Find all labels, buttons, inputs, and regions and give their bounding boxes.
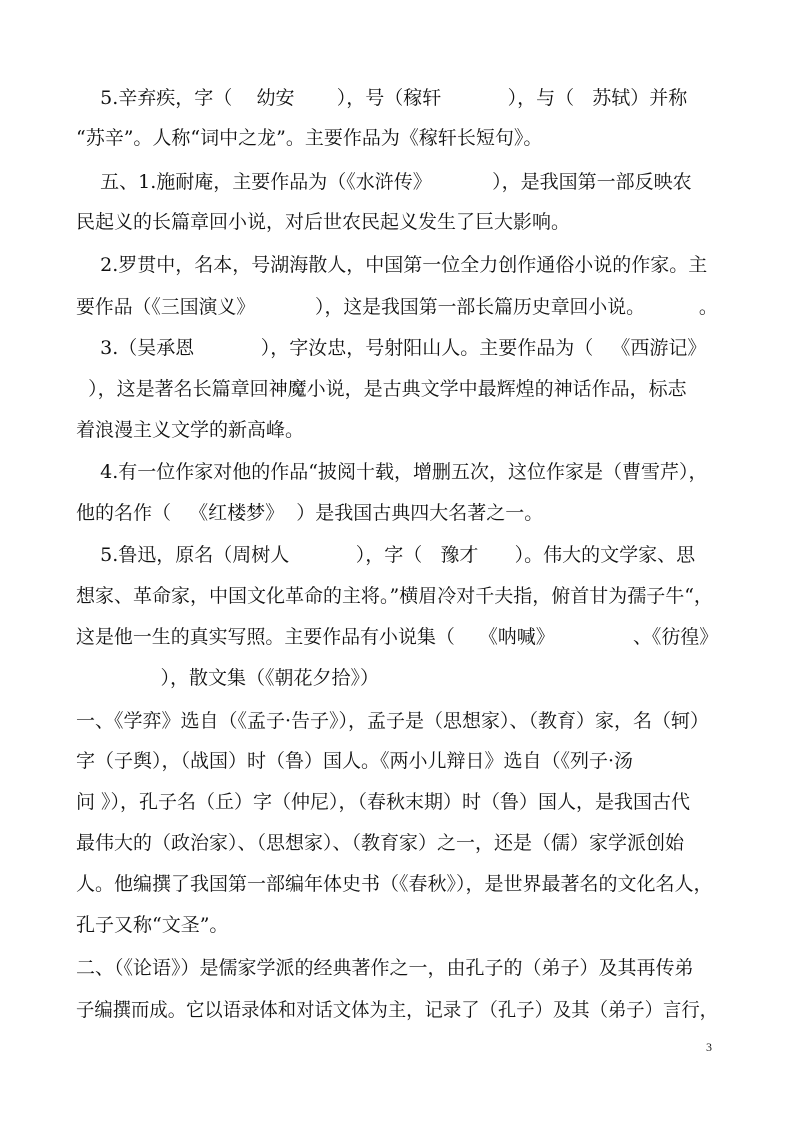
text-line: 着浪漫主义文学的新高峰。 — [76, 419, 305, 441]
text-line: 5.鲁迅，原名（周树人 ），字（ 豫才 ）。伟大的文学家、思 — [76, 544, 696, 566]
text-line: 想家、革命家，中国文化革命的主将。”横眉冷对千夫指，俯首甘为孺子牛“， — [76, 585, 713, 607]
text-line: 他的名作（ 《红楼梦》 ）是我国古典四大名著之一。 — [76, 502, 544, 524]
text-line: ），散文集（《朝花夕拾》） — [76, 667, 380, 689]
text-line: 字（子舆），（战国）时（鲁）国人。《两小儿辩日》选自（《列子·汤 — [76, 750, 634, 772]
text-line: “苏辛”。人称“词中之龙”。主要作品为《稼轩长短句》。 — [76, 127, 543, 149]
text-line: 要作品（《三国演义》 ），这是我国第一部长篇历史章回小说。 。 — [76, 296, 718, 318]
text-line: 5.辛弃疾，字（ 幼安 ），号（稼轩 ），与（ 苏轼）并称 — [76, 87, 688, 109]
text-line: 人。他编撰了我国第一部编年体史书（《春秋》），是世界最著名的文化名人， — [76, 873, 713, 895]
text-line: 4.有一位作家对他的作品“披阅十载，增删五次，这位作家是（曹雪芹）， — [76, 461, 708, 483]
text-line: 3.（吴承恩 ），字汝忠，号射阳山人。主要作品为（ 《西游记》 — [76, 337, 707, 359]
text-line: 五、1.施耐庵，主要作品为（《水浒传》 ），是我国第一部反映农 — [76, 171, 692, 193]
text-line: 问 》），孔子名（丘）字（仲尼），（春秋末期）时（鲁）国人，是我国古代 — [76, 791, 691, 813]
text-line: 民起义的长篇章回小说，对后世农民起义发生了巨大影响。 — [76, 211, 571, 233]
text-line: 子编撰而成。它以语录体和对话文体为主，记录了（孔子）及其（弟子）言行， — [76, 999, 719, 1021]
page-number: 3 — [706, 1040, 712, 1054]
text-line: 孔子又称“文圣”。 — [76, 914, 229, 936]
text-line: 最伟大的（政治家）、（思想家）、（教育家）之一，还是（儒）家学派创始 — [76, 832, 685, 854]
text-line: 一、《学弈》选自（《孟子·告子》），孟子是（思想家）、（教育）家，名（轲） — [76, 710, 710, 732]
text-line: 2.罗贯中，名本，号湖海散人，中国第一位全力创作通俗小说的作家。主 — [76, 254, 708, 276]
text-line: 这是他一生的真实写照。主要作品有小说集（ 《呐喊》 、《彷徨》 — [76, 626, 719, 648]
text-line: 二、（《论语》）是儒家学派的经典著作之一，由孔子的（弟子）及其再传弟 — [76, 957, 694, 979]
text-line: ），这是著名长篇章回神魔小说，是古典文学中最辉煌的神话作品，标志 — [76, 378, 687, 400]
